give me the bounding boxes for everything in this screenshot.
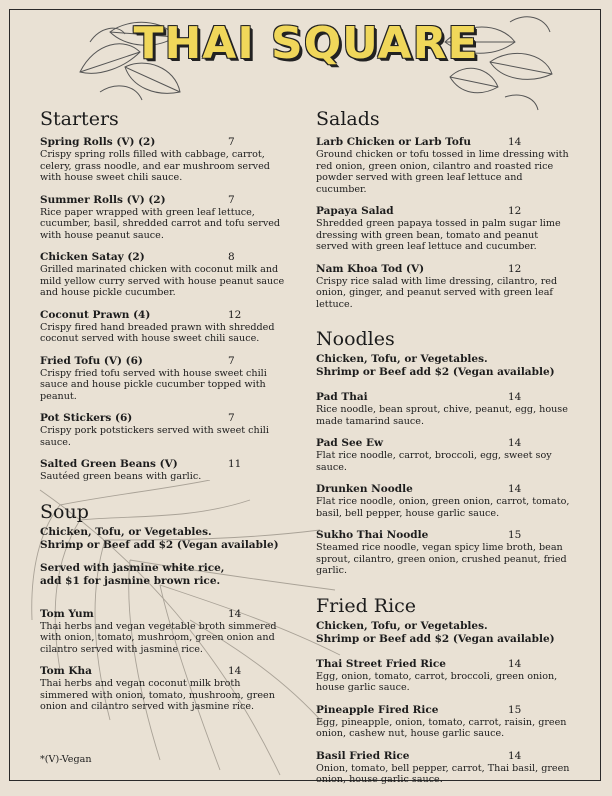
menu-item [316, 750, 570, 786]
section-title-noodles: Noodles [316, 328, 395, 350]
item-description: Thai herbs and vegan coconut milk broth simmered with onion, tomato, mushroom, green onion and cilantro served with jasmine rice. [40, 678, 275, 712]
item-price: 8 [228, 251, 235, 263]
section-title-soup: Soup [40, 500, 89, 523]
left-column [40, 108, 290, 723]
item-price: 7 [228, 354, 235, 367]
item-name: Fried Tofu (V) (6) [40, 354, 143, 367]
item-price: 15 [508, 529, 522, 541]
right-column [316, 108, 570, 796]
soup-upcharge-note: Shrimp or Beef add $2 (Vegan available) [40, 538, 279, 551]
item-description: Flat rice noodle, onion, green onion, carrot, tomato, basil, bell pepper, house garlic sauce. [316, 496, 570, 519]
item-name: Pineapple Fired Rice [316, 703, 439, 716]
menu-item [40, 194, 290, 242]
item-price: 14 [228, 665, 242, 677]
item-price: 15 [508, 703, 522, 716]
item-name: Pad Thai [316, 391, 368, 403]
noodles-protein-note: Chicken, Tofu, or Vegetables. [316, 353, 488, 365]
item-description: Crispy fired hand breaded prawn with shredded coconut served with house sweet chili sauce. [40, 321, 275, 344]
menu-item [316, 483, 570, 519]
item-price: 11 [228, 458, 242, 470]
item-name: Nam Khoa Tod (V) [316, 262, 425, 275]
item-name: Chicken Satay (2) [40, 251, 145, 263]
menu-item [316, 136, 570, 195]
menu-item [316, 205, 570, 253]
menu-item [316, 391, 570, 427]
item-description: Rice paper wrapped with green leaf lettuce, cucumber, basil, shredded carrot and tofu served with house peanut sauce. [40, 206, 281, 241]
item-price: 14 [508, 749, 522, 762]
item-description: Egg, onion, tomato, carrot, broccoli, green onion, house garlic sauce. [316, 670, 558, 693]
item-description: Crispy fried tofu served with house sweet chili sauce and house pickle cucumber topped with peanut. [40, 367, 267, 402]
item-price: 14 [508, 136, 522, 148]
menu-item [316, 437, 570, 473]
item-name: Tom Yum [40, 607, 94, 620]
item-description: Sautéed green beans with garlic. [40, 471, 202, 482]
item-name: Coconut Prawn (4) [40, 308, 151, 321]
item-name: Salted Green Beans (V) [40, 458, 178, 470]
menu-item [316, 658, 570, 694]
item-price: 14 [508, 483, 522, 495]
menu-item [316, 704, 570, 740]
item-name: Pot Stickers (6) [40, 412, 133, 424]
item-price: 7 [228, 412, 235, 424]
item-name: Tom Kha [40, 665, 92, 677]
item-price: 7 [228, 193, 235, 206]
item-name: Basil Fried Rice [316, 749, 410, 762]
item-description: Crispy spring rolls filled with cabbage, carrot, celery, grass noodle, and ear mushroom served with house sweet chili sauce. [40, 149, 270, 183]
item-name: Papaya Salad [316, 205, 394, 217]
soup-brown-rice-note: add $1 for jasmine brown rice. [40, 574, 221, 587]
section-title-salads: Salads [316, 108, 380, 130]
item-description: Ground chicken or tofu tossed in lime dressing with red onion, green onion, cilantro and roasted rice powder served with green leaf lettuce and cucumber. [316, 149, 569, 195]
item-price: 12 [508, 262, 522, 275]
item-price: 14 [508, 437, 522, 449]
item-name: Thai Street Fried Rice [316, 657, 446, 670]
item-description: Egg, pineapple, onion, tomato, carrot, raisin, green onion, cashew nut, house garlic sauce. [316, 716, 567, 739]
section-title-starters: Starters [40, 108, 119, 130]
menu-item [40, 412, 290, 448]
item-price: 7 [228, 136, 235, 148]
item-description: Onion, tomato, bell pepper, carrot, Thai basil, green onion, house garlic sauce. [316, 762, 570, 785]
menu-item [40, 665, 290, 713]
item-price: 12 [508, 205, 522, 217]
item-name: Pad See Ew [316, 437, 384, 449]
item-name: Summer Rolls (V) (2) [40, 193, 166, 206]
menu-item [40, 458, 290, 483]
menu-item [40, 309, 290, 345]
menu-item [40, 251, 290, 299]
item-description: Thai herbs and vegan vegetable broth simmered with onion, tomato, mushroom, green onion and cilantro served with jasmine rice. [40, 620, 277, 655]
item-name: Sukho Thai Noodle [316, 529, 429, 541]
menu-item [40, 355, 290, 403]
item-price: 12 [228, 308, 242, 321]
item-price: 14 [508, 657, 522, 670]
menu-item [40, 136, 290, 184]
fried-rice-upcharge-note: Shrimp or Beef add $2 (Vegan available) [316, 632, 555, 645]
fried-rice-protein-note: Chicken, Tofu, or Vegetables. [316, 619, 488, 632]
item-description: Crispy pork potstickers served with sweet chili sauce. [40, 425, 269, 448]
menu-item [316, 529, 570, 577]
item-price: 14 [508, 391, 522, 403]
item-description: Steamed rice noodle, vegan spicy lime broth, bean sprout, cilantro, green onion, crushed peanut, fried garlic. [316, 542, 567, 576]
vegan-footnote: *(V)-Vegan [40, 754, 92, 765]
soup-protein-note: Chicken, Tofu, or Vegetables. [40, 525, 212, 538]
item-name: Spring Rolls (V) (2) [40, 136, 156, 148]
section-title-fried-rice: Fried Rice [316, 594, 417, 617]
item-price: 14 [228, 607, 242, 620]
item-description: Grilled marinated chicken with coconut milk and mild yellow curry served with house peanut sauce and house pickle cucumber. [40, 264, 285, 298]
item-description: Shredded green papaya tossed in palm sugar lime dressing with green bean, tomato and peanut served with green leaf lettuce and cucumber. [316, 218, 561, 252]
item-description: Rice noodle, bean sprout, chive, peanut, egg, house made tamarind sauce. [316, 404, 568, 427]
soup-rice-note: Served with jasmine white rice, [40, 561, 225, 574]
item-description: Crispy rice salad with lime dressing, cilantro, red onion, ginger, and peanut served with green leaf lettuce. [316, 275, 558, 310]
item-name: Larb Chicken or Larb Tofu [316, 136, 472, 148]
brand-logo: THAI SQUARE [133, 18, 479, 69]
item-name: Drunken Noodle [316, 483, 413, 495]
menu-item [40, 608, 290, 656]
noodles-upcharge-note: Shrimp or Beef add $2 (Vegan available) [316, 366, 555, 378]
item-description: Flat rice noodle, carrot, broccoli, egg, sweet soy sauce. [316, 450, 552, 473]
menu-item [316, 263, 570, 311]
